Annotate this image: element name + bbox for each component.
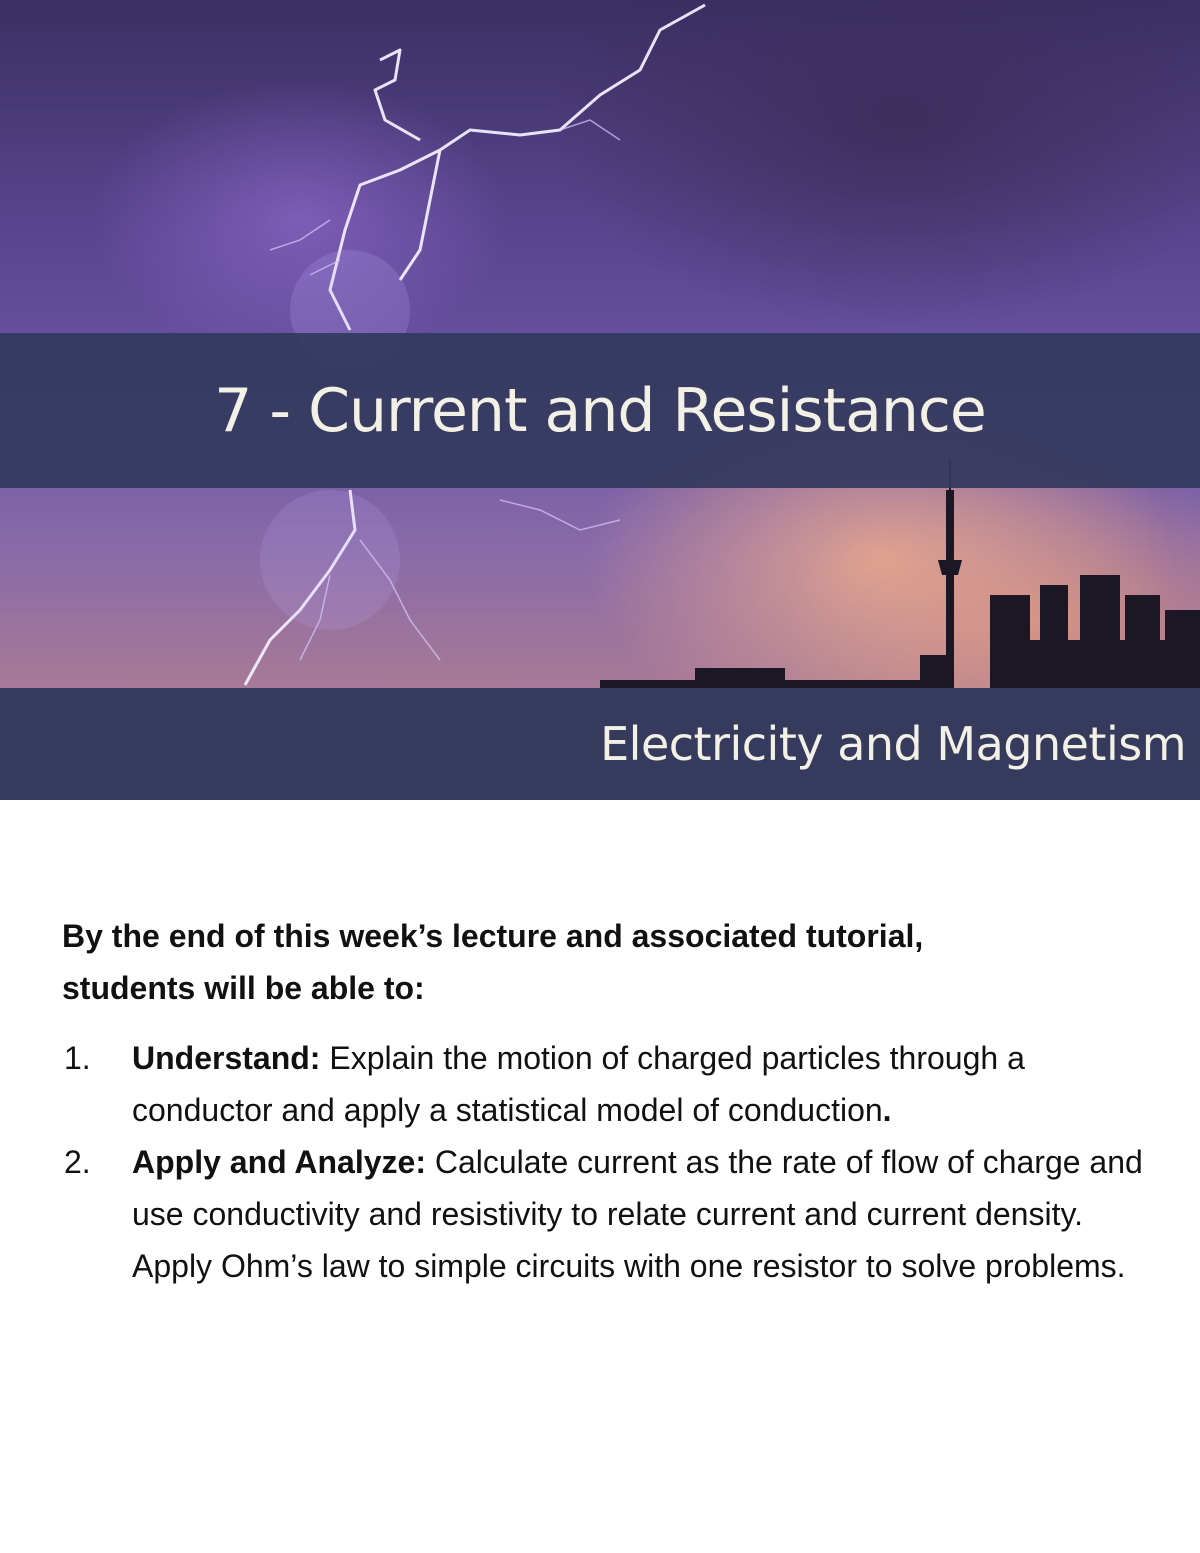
item-label: Apply and Analyze: (132, 1144, 426, 1180)
page-title: 7 - Current and Resistance (214, 375, 986, 446)
hero-image (0, 0, 1200, 688)
intro-line-2: students will be able to: (62, 970, 425, 1006)
learning-objectives (62, 910, 1152, 1292)
item-number: 1. (64, 1040, 91, 1076)
objectives-intro (62, 910, 1152, 1014)
item-text: Explain the motion of charged particles through a conductor and apply a statistical model of conduction (132, 1040, 1025, 1128)
item-label: Understand: (132, 1040, 321, 1076)
item-end: . (882, 1092, 892, 1128)
item-text: Calculate current as the rate of flow of charge and use conductivity and resistivity to relate current and current density. Apply Ohm’s law to simple circuits with one resistor to solve problems. (132, 1144, 1143, 1284)
list-item (62, 1136, 1152, 1292)
course-subtitle: Electricity and Magnetism (600, 717, 1186, 771)
subtitle-band (0, 688, 1200, 800)
list-item (62, 1032, 1152, 1136)
item-number: 2. (64, 1144, 91, 1180)
title-band (0, 333, 1200, 488)
objectives-list (62, 1032, 1152, 1292)
intro-line-1: By the end of this week’s lecture and associated tutorial, (62, 918, 924, 954)
